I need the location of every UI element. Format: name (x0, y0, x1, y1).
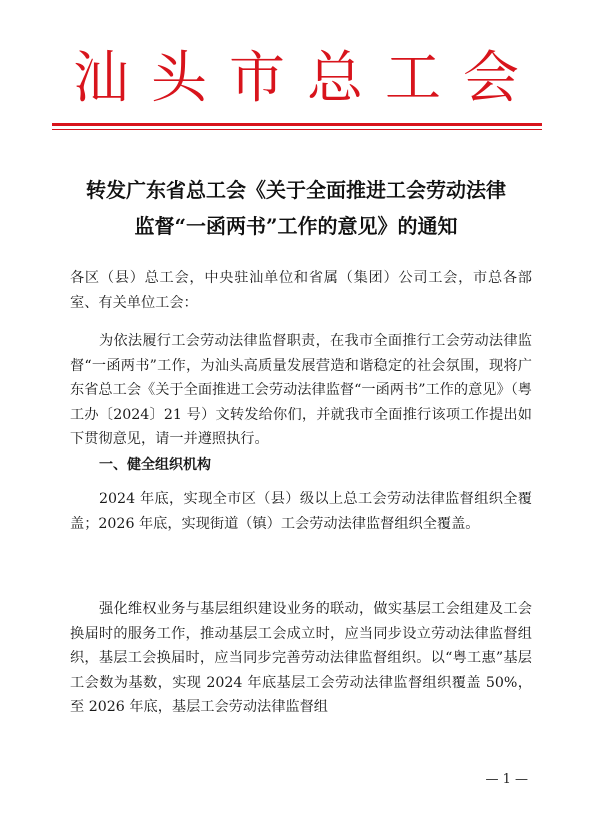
section1-paragraph-2: 强化维权业务与基层组织建设业务的联动，做实基层工会组建及工会换届时的服务工作，推动基层工会成立时，应当同步设立劳动法律监督组织，基层工会换届时，应当同步完善劳动法律监督组织。以“粤工惠”基层工会数为基数，实现 2024 年底基层工会劳动法律监督组织覆盖 50%，至 2026 年底，基层工会劳动法律监督组 (70, 601, 532, 715)
document-title-line1: 转发广东省总工会《关于全面推进工会劳动法律 (86, 178, 506, 202)
header-red-rule-thick (52, 123, 542, 126)
header-red-rule-thin (52, 129, 542, 130)
document-title (40, 172, 552, 244)
document-title-line2: 监督“一函两书”工作的意见》的通知 (134, 214, 458, 238)
section1-paragraph-1: 2024 年底，实现全市区（县）级以上总工会劳动法律监督组织全覆盖；2026 年底，实现街道（镇）工会劳动法律监督组织全覆盖。 (70, 491, 532, 532)
intro-paragraph: 为依法履行工会劳动法律监督职责，在我市全面推行工会劳动法律监督“一函两书”工作，为汕头高质量发展营造和谐稳定的社会氛围，现将广东省总工会《关于全面推进工会劳动法律监督“一函两书”工作的意见》（粤工办〔2024〕21 号）文转发给你们，并就我市全面推行该项工作提出如下贯彻意见，请一并遵照执行。 (70, 333, 532, 447)
section-heading-1: 一、健全组织机构 (99, 457, 211, 473)
org-header-title: 汕头市总工会 (73, 46, 541, 111)
page-number: — 1 — (485, 772, 528, 787)
salutation: 各区（县）总工会，中央驻汕单位和省属（集团）公司工会，市总各部室、有关单位工会： (70, 270, 532, 311)
